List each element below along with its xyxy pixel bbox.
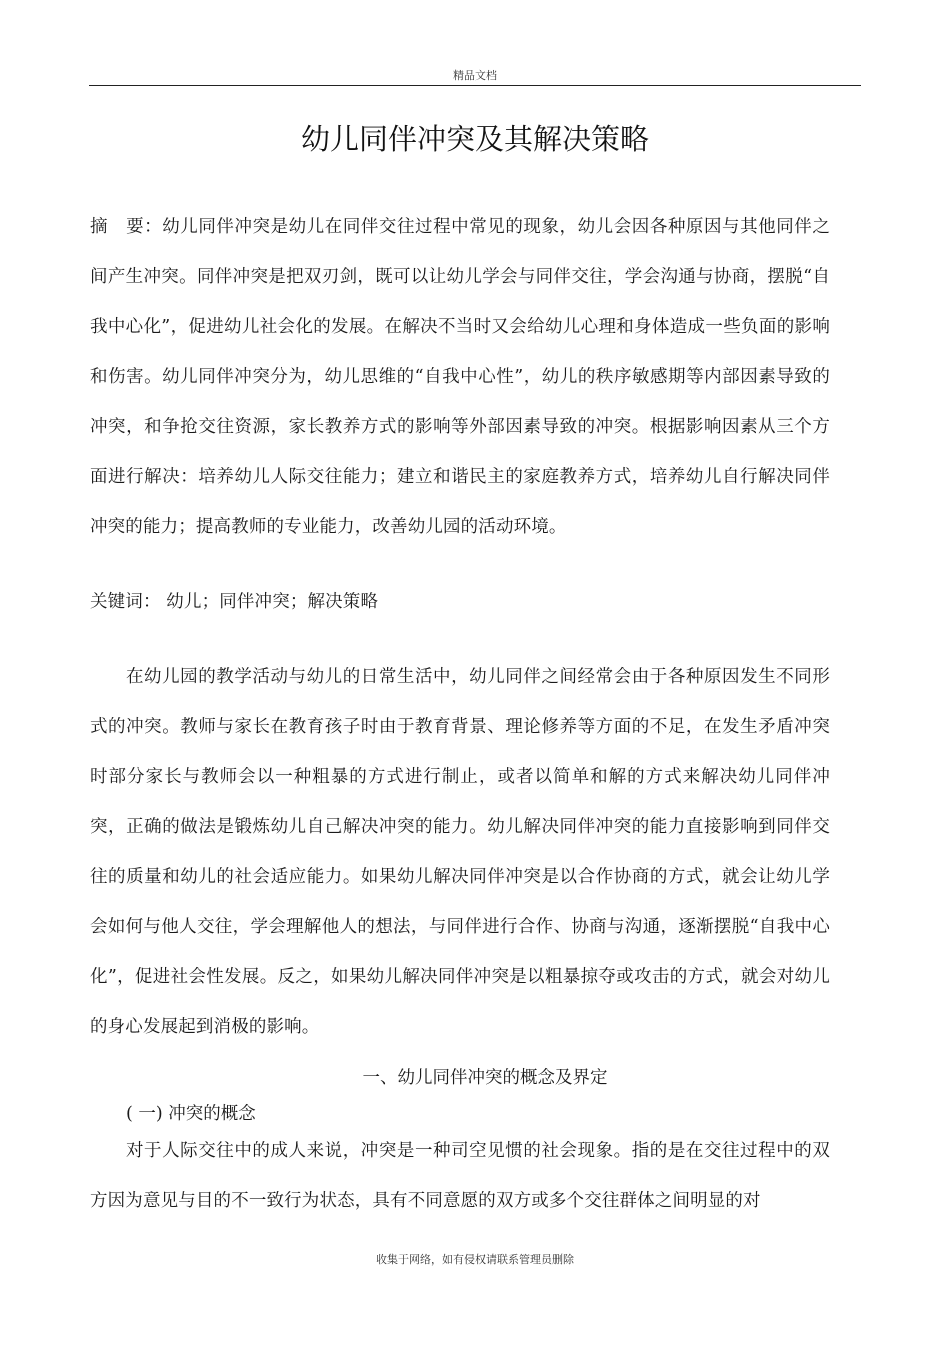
document-title: 幼儿同伴冲突及其解决策略 [300,122,649,156]
sub-heading: ( 一) 冲突的概念 [126,1104,256,1124]
header-divider [89,85,861,86]
section-heading: 一、幼儿同伴冲突的概念及界定 [362,1068,608,1088]
body-paragraph: 对于人际交往中的成人来说，冲突是一种司空见惯的社会现象。指的是在交往过程中的双方因为意见与目的不一致行为状态，具有不同意愿的双方或多个交往群体之间明显的对 [90,1141,830,1211]
keywords-line: 关键词： 幼儿；同伴冲突；解决策略 [90,592,379,612]
abstract-paragraph: 摘 要：幼儿同伴冲突是幼儿在同伴交往过程中常见的现象，幼儿会因各种原因与其他同伴之间产生冲突。同伴冲突是把双刃剑，既可以让幼儿学会与同伴交往，学会沟通与协商，摆脱“自我中心化”，促进幼儿社会化的发展。在解决不当时又会给幼儿心理和身体造成一些负面的影响和伤害。幼儿同伴冲突分为，幼儿思维的“自我中心性”，幼儿的秩序敏感期等内部因素导致的冲突，和争抢交往资源，家长教养方式的影响等外部因素导致的冲突。根据影响因素从三个方面进行解决：培养幼儿人际交往能力；建立和谐民主的家庭教养方式，培养幼儿自行解决同伴冲突的能力；提高教师的专业能力，改善幼儿园的活动环境。 [90,217,830,537]
page-header: 精品文档 [453,69,497,82]
intro-paragraph: 在幼儿园的教学活动与幼儿的日常生活中，幼儿同伴之间经常会由于各种原因发生不同形式的冲突。教师与家长在教育孩子时由于教育背景、理论修养等方面的不足，在发生矛盾冲突时部分家长与教师会以一种粗暴的方式进行制止，或者以简单和解的方式来解决幼儿同伴冲突，正确的做法是锻炼幼儿自己解决冲突的能力。幼儿解决同伴冲突的能力直接影响到同伴交往的质量和幼儿的社会适应能力。如果幼儿解决同伴冲突是以合作协商的方式，就会让幼儿学会如何与他人交往，学会理解他人的想法，与同伴进行合作、协商与沟通，逐渐摆脱“自我中心化”，促进社会性发展。反之，如果幼儿解决同伴冲突是以粗暴掠夺或攻击的方式，就会对幼儿的身心发展起到消极的影响。 [90,667,830,1037]
page-footer: 收集于网络，如有侵权请联系管理员删除 [376,1253,574,1266]
